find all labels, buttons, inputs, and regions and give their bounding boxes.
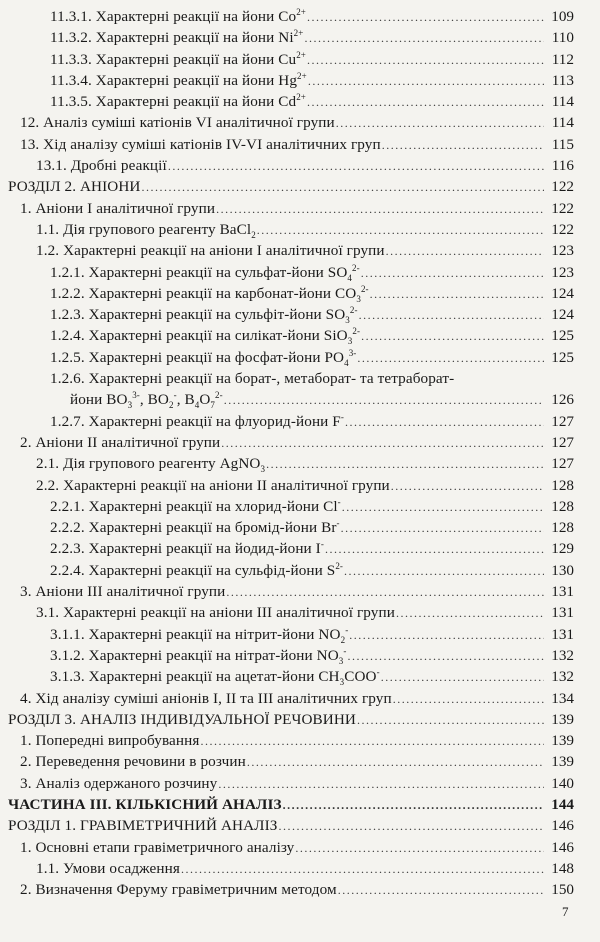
toc-entry-title: РОЗДІЛ 1. ГРАВІМЕТРИЧНИЙ АНАЛІЗ [8,817,278,835]
toc-entry[interactable] [0,134,600,155]
toc-entry[interactable] [0,49,600,70]
dot-leader [304,28,544,49]
dot-leader [168,156,544,177]
dot-leader [295,838,544,859]
toc-entry-page: 134 [551,689,574,707]
toc-entry[interactable] [0,432,600,453]
toc-entry[interactable] [0,837,600,858]
toc-entry-title: 4. Хід аналізу суміші аніонів І, ІІ та ІІІ аналітичних груп [20,689,392,707]
table-of-contents [0,6,600,900]
toc-entry[interactable] [0,730,600,751]
toc-entry[interactable] [0,666,600,687]
dot-leader [349,625,544,646]
dot-leader [391,476,544,497]
toc-entry-page: 139 [551,732,574,750]
toc-entry-page: 109 [551,8,574,25]
toc-entry-title: 1. Основні етапи гравіметричного аналізу [20,838,295,856]
toc-entry-page: 128 [551,519,574,537]
toc-entry-page: 124 [551,284,574,302]
toc-entry-title: 1.2.4. Характерні реакції на силікат-йони SiO$_3^{2-}$ [50,326,361,347]
toc-entry[interactable] [0,112,600,133]
toc-entry-title: 1.2. Характерні реакції на аніони І аналітичної групи [36,242,385,260]
toc-entry-page: 124 [551,306,574,324]
dot-leader [325,539,544,560]
dot-leader [247,752,544,773]
toc-entry-page: 139 [551,753,574,771]
dot-leader [257,220,544,241]
toc-entry[interactable] [0,91,600,112]
toc-entry-title: 2.2.1. Характерні реакції на хлорид-йони Cl- [50,496,341,515]
toc-entry-title: 3.1.1. Характерні реакції на нітрит-йони $NO_2^-$ [50,624,349,645]
toc-entry[interactable] [0,155,600,176]
toc-entry-page: 127 [551,433,574,451]
toc-entry-page: 123 [551,263,574,281]
toc-entry-page: 116 [551,157,574,175]
toc-entry[interactable] [0,517,600,538]
toc-entry-title: 1. Аніони І аналітичної групи [20,199,216,217]
toc-entry[interactable] [0,262,600,283]
toc-entry-page: 125 [551,348,574,366]
toc-entry[interactable] [0,70,600,91]
toc-entry[interactable] [0,624,600,645]
toc-entry-title: ЧАСТИНА ІІІ. КІЛЬКІСНИЙ АНАЛІЗ [8,795,282,813]
toc-entry-page: 126 [551,391,574,409]
toc-entry[interactable] [0,709,600,730]
toc-entry-page: 130 [551,561,574,579]
toc-entry-title: 11.3.2. Характерні реакції на йони $Ni^{2+}$ [50,28,304,47]
dot-leader [338,880,544,901]
toc-entry[interactable] [0,581,600,602]
toc-entry-page: 139 [551,710,574,728]
dot-leader [386,241,544,262]
page-number: 7 [562,904,569,919]
toc-entry[interactable] [0,219,600,240]
toc-entry-page: 128 [551,476,574,494]
dot-leader [393,689,544,710]
dot-leader [307,50,544,71]
dot-leader [226,582,544,603]
toc-entry[interactable] [0,368,600,389]
toc-entry-title: 12. Аналіз суміші катіонів VI аналітичної групи [20,114,335,132]
toc-entry-title: 2. Аніони ІІ аналітичної групи [20,433,221,451]
toc-entry-page: 113 [551,71,574,89]
toc-entry-title: РОЗДІЛ 3. АНАЛІЗ ІНДИВІДУАЛЬНОЇ РЕЧОВИНИ [8,710,356,728]
toc-entry-title: 2. Переведення речовини в розчин [20,753,246,771]
toc-entry[interactable] [0,283,600,304]
toc-entry[interactable] [0,688,600,709]
toc-entry-title: 1.2.3. Характерні реакції на сульфіт-йони $SO_3^{2-}$ [50,305,358,326]
toc-entry-title: 13. Хід аналізу суміші катіонів IV-VI аналітичних груп [20,135,381,153]
dot-leader [283,795,544,816]
dot-leader [278,816,544,837]
toc-entry-page: 122 [551,178,574,196]
dot-leader [345,412,544,433]
toc-entry-title: 2.2.3. Характерні реакції на йодид-йони I- [50,539,324,558]
toc-entry-page: 150 [551,881,574,899]
dot-leader [381,667,544,688]
toc-entry[interactable] [0,176,600,197]
toc-entry[interactable] [0,475,600,496]
dot-leader [382,135,544,156]
toc-entry-title: 11.3.3. Характерні реакції на йони $Cu^{2+}$ [50,49,306,68]
dot-leader [218,774,544,795]
toc-entry-title: 11.3.5. Характерні реакції на йони $Cd^{2+}$ [50,92,306,111]
toc-entry[interactable] [0,6,600,27]
toc-entry[interactable] [0,304,600,325]
toc-entry[interactable] [0,602,600,623]
dot-leader [396,603,544,624]
toc-entry-title: йони $BO_3^{3-}$, $BO_2^-$, $B_4O_7^{2-}$ [70,390,223,411]
dot-leader [308,71,544,92]
toc-entry-title: 1.2.2. Характерні реакції на карбонат-йони $CO_3^{2-}$ [50,283,369,304]
dot-leader [357,710,544,731]
dot-leader [221,433,544,454]
toc-entry-page: 110 [551,29,574,47]
toc-entry[interactable] [0,240,600,261]
toc-entry-title: 1.1. Дія групового реагенту BaCl$_2$ [36,220,256,240]
toc-entry[interactable] [0,198,600,219]
toc-entry-title: 3. Аналіз одержаного розчину [20,774,218,792]
toc-entry-title: 1.2.1. Характерні реакції на сульфат-йони $SO_4^{2-}$ [50,262,360,283]
toc-entry-page: 144 [551,795,574,813]
toc-entry-page: 146 [551,838,574,856]
dot-leader [216,199,544,220]
toc-entry[interactable] [0,389,600,410]
toc-entry[interactable] [0,560,600,581]
dot-leader [357,348,544,369]
toc-entry-title: 2.1. Дія групового реагенту AgNO$_3$ [36,455,266,475]
toc-entry-title: 11.3.1. Характерні реакції на йони $Co^{2+}$ [50,6,306,25]
toc-entry-page: 146 [551,817,574,835]
toc-entry-title: 3.1.3. Характерні реакції на ацетат-йони $CH_3COO^-$ [50,667,380,688]
dot-leader [342,497,544,518]
dot-leader [361,326,544,347]
toc-entry-page: 148 [551,859,574,877]
toc-entry-page: 125 [551,327,574,345]
toc-entry[interactable] [0,773,600,794]
toc-entry-title: 1.2.6. Характерні реакції на борат-, метаборат- та тетраборат- [50,370,455,388]
toc-entry-page: 131 [551,604,574,622]
toc-entry-title: 1.1. Умови осадження [36,859,180,877]
toc-entry-page: 127 [551,412,574,430]
toc-entry[interactable] [0,325,600,346]
toc-entry-page: 127 [551,455,574,473]
toc-entry-page: 115 [551,135,574,153]
toc-entry-title: 1. Попередні випробування [20,732,200,750]
dot-leader [370,284,544,305]
toc-entry-page: 128 [551,497,574,515]
toc-entry-title: РОЗДІЛ 2. АНІОНИ [8,178,141,196]
dot-leader [200,731,544,752]
toc-entry[interactable] [0,879,600,900]
dot-leader [341,518,544,539]
toc-entry-page: 140 [551,774,574,792]
dot-leader [307,92,544,113]
toc-entry[interactable] [0,453,600,474]
toc-entry-page: 123 [551,242,574,260]
toc-entry-page: 132 [551,668,574,686]
toc-entry-page: 131 [551,583,574,601]
toc-entry[interactable] [0,858,600,879]
toc-entry[interactable] [0,347,600,368]
toc-entry-page: 122 [551,199,574,217]
toc-entry-title: 3. Аніони ІІІ аналітичної групи [20,583,226,601]
dot-leader [344,561,544,582]
toc-entry-page: 112 [551,50,574,68]
toc-entry-title: 1.2.5. Характерні реакції на фосфат-йони $PO_4^{3-}$ [50,347,357,368]
toc-entry-title: 11.3.4. Характерні реакції на йони $Hg^{2+}$ [50,70,307,89]
toc-entry-title: 2. Визначення Феруму гравіметричним методом [20,881,337,899]
toc-entry[interactable] [0,815,600,836]
toc-entry-page: 131 [551,625,574,643]
dot-leader [348,646,544,667]
toc-entry-title: 1.2.7. Характерні реакції на флуорид-йони F- [50,411,344,430]
toc-entry-title: 2.2.4. Характерні реакції на сульфід-йони $S^{2-}$ [50,560,344,579]
toc-entry[interactable] [0,794,600,815]
dot-leader [361,263,544,284]
toc-entry-title: 13.1. Дробні реакції [36,157,167,175]
toc-entry-page: 114 [551,114,574,132]
toc-entry-title: 2.2. Характерні реакції на аніони ІІ аналітичної групи [36,476,390,494]
dot-leader [141,177,544,198]
dot-leader [307,7,544,28]
toc-entry[interactable] [0,27,600,48]
toc-entry-page: 132 [551,646,574,664]
dot-leader [336,113,544,134]
dot-leader [181,859,544,880]
dot-leader [359,305,544,326]
toc-entry[interactable] [0,538,600,559]
toc-entry[interactable] [0,751,600,772]
toc-entry[interactable] [0,496,600,517]
dot-leader [224,390,544,411]
toc-entry-page: 129 [551,540,574,558]
toc-entry-page: 114 [551,93,574,111]
toc-entry[interactable] [0,411,600,432]
toc-entry-title: 3.1. Характерні реакції на аніони ІІІ аналітичної групи [36,604,395,622]
toc-entry[interactable] [0,645,600,666]
toc-entry-title: 2.2.2. Характерні реакції на бромід-йони Br- [50,518,340,537]
dot-leader [266,454,544,475]
toc-entry-title: 3.1.2. Характерні реакції на нітрат-йони $NO_3^-$ [50,645,347,666]
toc-entry-page: 122 [551,220,574,238]
